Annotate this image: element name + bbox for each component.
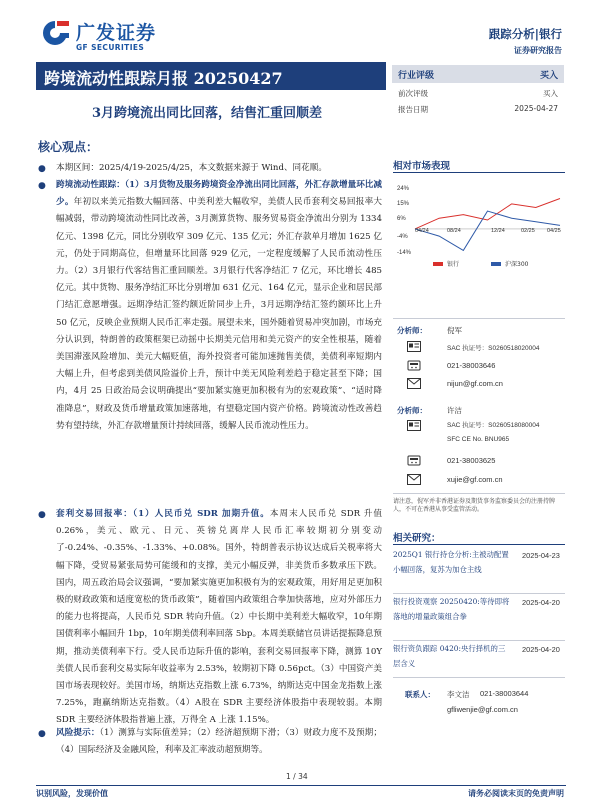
report-type: 跟踪分析|银行 xyxy=(488,27,562,41)
related-item-2[interactable]: 银行投资观察 20250420:等待即将落地的增量政策组合拳 xyxy=(393,597,510,621)
related-date-2: 2025-04-20 xyxy=(522,598,560,607)
core-bullet-4 xyxy=(56,725,382,759)
report-date-label: 报告日期 xyxy=(398,105,428,114)
x-tick: 04/24 xyxy=(415,228,429,234)
phone-icon xyxy=(407,360,421,371)
gf-logo-icon xyxy=(38,18,72,48)
id-card-icon xyxy=(407,341,421,352)
core-bullet-2-text: 年初以来美元指数大幅回落、中美利差大幅收窄，美债人民币套利交易回报率大幅减弱，带动跨境流动性同比改善，3月测算货物、服务贸易资金净流出分别为 1334 亿元、1398 亿元，同比分别收窄 309 亿元、135 亿元；外汇存款单月增加 1625 亿元，仍处于同期高位，但增量环比回落 929 亿元，一定程度缓解了人民币流动性压力。（2）3月银行代客结售汇重回顺差。3月银行代客净结汇 7 亿元，环比增长 485 亿元。其中货物、服务净结汇环比分别增加 631 亿元、164 亿元，显示企业和居民部门结汇意愿增强。远期净结汇签约额近阶同步上升，3月远期净结汇签约额环比上升 50 亿元，反映企业预期人民币汇率走强。展望未来，国外随着贸易冲突加剧，市场充分认识到，特朗普的政策框架已动摇中长期美元信用和美元资产的安全性根基，随着美国滞涨风险增加、美元大幅贬值，海外投资者可能加速抛售美债，美债利率短期内大幅上升，但考虑到美债风险溢价上升，预计中美无风险利差趋于稳定甚至下降；国内，4月 25 日政治局会议明确提出“要加紧实施更加积极有为的宏观政策”、“适时降准降息”，财政及货币增量政策加速落地，有望稳定国内资产价格。跨境流动性改善趋势有望持续，外汇存款增量预计持续回落，缓解人民币流动性压力。 xyxy=(56,197,382,431)
analyst-2-email[interactable]: xujie@gf.com.cn xyxy=(447,475,503,484)
core-bullet-4-text: （1）测算与实际值差异；（2）经济超预期下滑；（3）财政力度不及预期；（4）国际经济及金融风险，利率及汇率波动超预期等。 xyxy=(56,728,382,756)
bullet-icon: ● xyxy=(38,729,46,739)
bullet-icon: ● xyxy=(38,181,46,191)
y-tick: 6% xyxy=(397,216,406,222)
rating-value: 买入 xyxy=(539,71,558,81)
analyst-2-phone: 021-38003625 xyxy=(447,456,496,465)
divider xyxy=(393,593,565,594)
analyst-2-sac: SAC 执证号：S0260518080004 xyxy=(447,422,540,429)
divider xyxy=(393,640,565,641)
series-line-2 xyxy=(415,211,560,250)
analyst-2-name: 许洁 xyxy=(447,406,462,415)
core-bullet-2 xyxy=(56,177,382,435)
divider xyxy=(393,677,565,678)
series-line-1 xyxy=(415,199,560,229)
related-item-1[interactable]: 2025Q1 银行持仓分析:主被动配置小幅回落，复苏为加仓主线 xyxy=(393,550,509,574)
core-bullet-4-lead: 风险提示： xyxy=(56,728,100,738)
logo-text-cn: 广发证券 xyxy=(76,22,157,44)
footer-slogan: 识别风险，发现价值 xyxy=(36,789,108,798)
x-tick: 04/25 xyxy=(547,228,561,234)
analyst-2-sfc: SFC CE No. BNU965 xyxy=(447,436,510,443)
related-item-3[interactable]: 银行资负跟踪 0420:央行择机的三层含义 xyxy=(393,644,506,668)
x-tick: 02/25 xyxy=(521,228,535,234)
legend-label-bank: 银行 xyxy=(447,261,460,268)
footer-divider xyxy=(36,785,566,786)
analyst-2-label: 分析师： xyxy=(397,406,427,415)
logo-text-en: GF SECURITIES xyxy=(76,43,145,52)
phone-icon xyxy=(407,455,421,466)
prev-rating-value: 买入 xyxy=(543,89,558,98)
prev-rating-row xyxy=(392,85,564,101)
legend-label-index: 沪深300 xyxy=(505,261,529,268)
report-date-row xyxy=(392,101,564,117)
id-card-icon xyxy=(407,420,421,431)
footer-disclaimer: 请务必阅读末页的免责声明 xyxy=(468,789,564,798)
related-date-3: 2025-04-20 xyxy=(522,645,560,654)
market-heading: 相对市场表现 xyxy=(393,161,451,172)
report-date-value: 2025-04-27 xyxy=(514,104,558,113)
divider xyxy=(393,172,565,173)
y-tick: 15% xyxy=(397,201,410,207)
report-subtitle: 3月跨境流出同比回落，结售汇重回顺差 xyxy=(92,106,323,121)
contact-label: 联系人： xyxy=(405,690,435,699)
legend-swatch-index xyxy=(491,262,501,266)
legend-swatch-bank xyxy=(433,262,443,266)
contact-phone: 021-38003644 xyxy=(480,689,529,698)
y-tick: -4% xyxy=(397,234,408,240)
core-bullet-1-text: 本期区间：2025/4/19-2025/4/25，本文数据来源于 Wind、同花顺。 xyxy=(56,163,327,173)
core-bullet-3 xyxy=(56,506,382,730)
related-heading: 相关研究： xyxy=(393,533,441,544)
report-subtype: 证券研究报告 xyxy=(514,46,562,55)
bullet-icon: ● xyxy=(38,510,46,520)
contact-name: 李文洁 xyxy=(447,690,470,699)
y-tick: -14% xyxy=(397,250,412,256)
divider xyxy=(393,544,565,545)
core-bullet-3-lead: 套利交易回报率：（1）人民币兑 SDR 加期升值。 xyxy=(56,509,270,519)
analyst-1-name: 倪军 xyxy=(447,326,462,335)
email-icon xyxy=(407,378,421,389)
x-tick: 12/24 xyxy=(491,228,505,234)
core-bullet-1 xyxy=(56,160,382,177)
email-icon xyxy=(407,474,421,485)
bullet-icon: ● xyxy=(38,164,46,174)
divider xyxy=(393,318,565,319)
rating-label: 行业评级 xyxy=(398,71,435,81)
rating-header xyxy=(392,65,564,83)
contact-email[interactable]: gfliwenjie@gf.com.cn xyxy=(447,705,518,714)
core-bullet-2-lead: 跨境流动性跟踪：（1）3月货物及服务跨境资金净流出同比回落，外汇存款增量环比减少。 xyxy=(56,180,382,208)
analyst-1-email[interactable]: nijun@gf.com.cn xyxy=(447,379,503,388)
core-bullet-3-text: 本周末人民币兑 SDR 升值 0.26%，美元、欧元、日元、英镑兑离岸人民币汇率较期初分别变动了-0.24%、-0.35%、-1.33%、+0.08%。国外，特朗普表示协议达成后关税率将大幅下降，受贸易紧张局势可能缓和的支撑，美元小幅反弹，非美货币多数承压下跌。国内，周五政治局会议强调，“要加紧实施更加积极有为的宏观政策，用好用足更加积极的财政政策和适度宽松的货币政策”，随着国内政策组合拳加快落地，应对外部压力的能力也将提高，人民币兑 SDR 转向升值。（2）中长期中美利差大幅收窄，10年期国债利率小幅回升 1bp，10年期美债利率回落 5bp。本周美联储官员讲话提振降息预期，推动美债利率下行。受人民币边际升值的影响，套利交易回报率下降，测算 10Y 美债人民币套利交易实际年收益率为 2.53%，较期初下降 0.56pct。（3）中国资产美国市场表现较好。美国市场，纳斯达克指数上涨 6.73%，纳斯达克中国金龙指数上涨 7.25%，跑赢纳斯达克指数。（4）A股在 SDR 主要经济体股指中表现较弱。本期 SDR 主要经济体股指普遍上涨，万得全 A 上涨 1.15%。 xyxy=(56,509,382,726)
report-title: 跨境流动性跟踪月报 20250427 xyxy=(44,69,283,88)
core-heading: 核心观点： xyxy=(38,140,99,154)
analyst-note: 请注意，倪军并非香港证券及期货事务监察委员会的注册持牌人，不可在香港从事受监管活动。 xyxy=(393,498,556,513)
page-number: 1 / 34 xyxy=(286,772,308,781)
divider xyxy=(393,493,565,494)
analyst-1-sac: SAC 执证号：S0260518020004 xyxy=(447,345,540,352)
y-tick: 24% xyxy=(397,186,410,192)
relative-performance-chart xyxy=(395,174,565,274)
x-tick: 08/24 xyxy=(447,228,461,234)
analyst-1-phone: 021-38003646 xyxy=(447,361,496,370)
related-date-1: 2025-04-23 xyxy=(522,551,560,560)
prev-rating-label: 前次评级 xyxy=(398,89,428,98)
analyst-1-label: 分析师： xyxy=(397,326,427,335)
